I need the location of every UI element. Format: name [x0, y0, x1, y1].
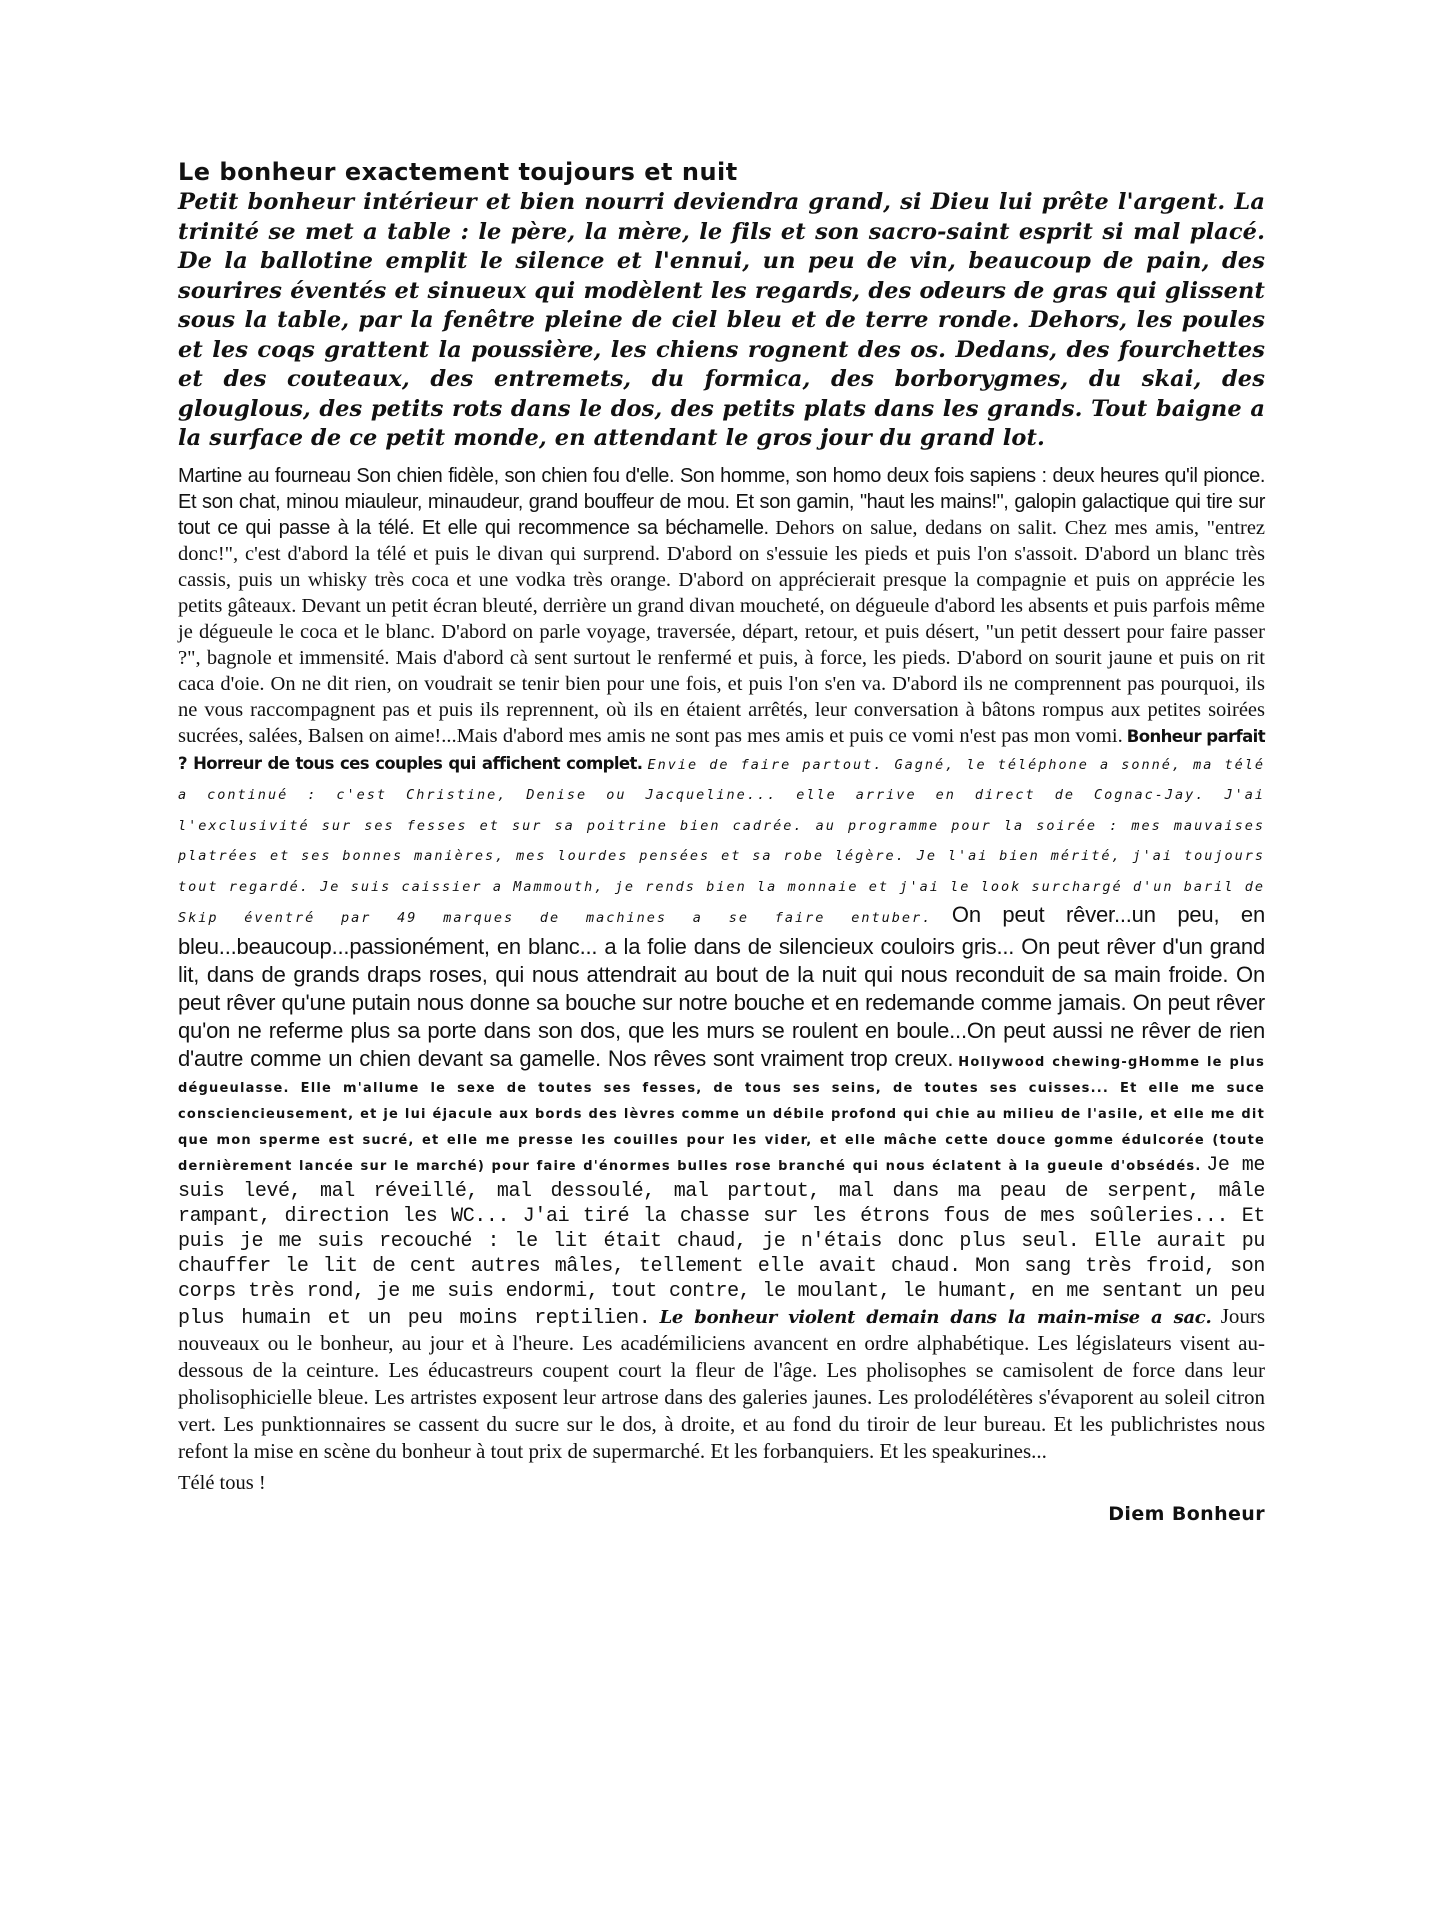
text-martine-au-fourneau: Martine au fourneau Son chien fidèle, son chien fou d'elle. Son homme, son homo deux fois sapiens : deux heures qu'il pionce. Et son chat, minou miauleur, minaudeur, grand bouffeur de mou. Et son gamin, "haut les mains!", galopin galactique qui tire sur tout ce qui passe à la télé. Et elle qui recommence sa béchamelle.	[178, 464, 1265, 539]
text-bonheur-violent: Le bonheur violent demain dans la main-mise a sac.	[659, 1306, 1212, 1328]
paragraph-mixed-styles	[178, 464, 1265, 1466]
signature: Diem Bonheur	[1108, 1502, 1265, 1525]
text-chez-mes-amis: Dehors on salue, dedans on salit. Chez mes amis, "entrez donc!", c'est d'abord la télé et puis le divan qui surprend. D'abord on s'essuie les pieds et puis l'on s'assoit. D'abord un blanc très cassis, puis un whisky très coca et une vodka très orange. D'abord on apprécierait presque la compagnie et puis on apprécie les petits gâteaux. Devant un petit écran bleuté, derrière un grand divan moucheté, on dégueule d'abord les absents et puis parfois même je dégueule le coca et le blanc. D'abord on parle voyage, traversée, départ, retour, et puis désert, "un petit dessert pour faire passer ?", bagnole et immensité. Mais d'abord cà sent surtout le renfermé et puis, à force, les pieds. D'abord on sourit jaune et puis on rit caca d'oie. On ne dit rien, on voudrait se tenir bien pour une fois, et puis l'on s'en va. D'abord ils ne comprennent pas pourquoi, ils ne vous raccompagnent pas et puis ils reprennent, où ils en étaient arrêtés, leur conversation à bâtons rompus aux petites soirées sucrées, salées, Balsen on aime!...Mais d'abord mes amis ne sont pas mes amis et puis ce vomi n'est pas mon vomi.	[178, 516, 1266, 747]
text-je-me-suis-leve: Je me suis levé, mal réveillé, mal dessoulé, mal partout, mal dans ma peau de serpent, mâle rampant, direction les WC... J'ai tiré la chasse sur les étrons fous de mes soûleries... Et puis je me suis recouché : le lit était chaud, je n'étais donc plus seul. Elle aurait pu chauffer le lit de cent autres mâles, tellement elle avait chaud. Mon sang très froid, son corps très rond, je me suis endormi, tout contre, le moulant, le humant, en me sentant un peu plus humain et un peu moins reptilien.	[178, 1153, 1266, 1330]
closing-line: Télé tous !	[178, 1471, 266, 1494]
text-on-peut-rever: On peut rêver...un peu, en bleu...beaucoup...passionément, en blanc... a la folie dans de silencieux couloirs gris... On peut rêver d'un grand lit, dans de grands draps roses, qui nous attendrait au bout de la nuit qui nous reconduit de sa main froide. On peut rêver qu'une putain nous donne sa bouche sur notre bouche et en redemande comme jamais. On peut rêver qu'on ne referme plus sa porte dans son dos, que les murs se roulent en boule...On peut aussi ne rêver de rien d'autre comme un chien devant sa gamelle. Nos rêves sont vraiment trop creux.	[178, 902, 1266, 1071]
text-envie-de-faire-partout: Envie de faire partout. Gagné, le téléphone a sonné, ma télé a continué : c'est Christine, Denise ou Jacqueline... elle arrive en direct de Cognac-Jay. J'ai l'exclusivité sur ses fesses et sur sa poitrine bien cadrée. au programme pour la soirée : mes mauvaises platrées et ses bonnes manières, mes lourdes pensées et sa robe légère. Je l'ai bien mérité, j'ai toujours tout regardé. Je suis caissier a Mammouth, je rends bien la monnaie et j'ai le look surchargé d'un baril de Skip éventré par 49 marques de machines a se faire entuber.	[178, 756, 1266, 926]
text-bonheur-parfait: Bonheur parfait ? Horreur de tous ces couples qui affichent complet.	[178, 726, 1266, 773]
document-title: Le bonheur exactement toujours et nuit	[178, 158, 738, 186]
text-hollywood-chewing-gum: Hollywood chewing-gHomme le plus dégueulasse. Elle m'allume le sexe de toutes ses fesses, de tous ses seins, de toutes ses cuisses... Et elle me suce consciencieusement, et je lui éjacule aux bords des lèvres comme un débile profond qui chie au milieu de l'asile, et elle me dit que mon sperme est sucré, et elle me presse les couilles pour les vider, et elle mâche cette douce gomme édulcorée (toute dernièrement lancée sur le marché) pour faire d'énormes bulles rose branché qui nous éclatent à la gueule d'obsédés.	[178, 1054, 1266, 1174]
paragraph-family-table: Petit bonheur intérieur et bien nourri deviendra grand, si Dieu lui prête l'argent. La trinité se met a table : le père, la mère, le fils et son sacro-saint esprit si mal placé. De la ballotine emplit le silence et l'ennui, un peu de vin, beaucoup de pain, des sourires éventés et sinueux qui modèlent les regards, des odeurs de gras qui glissent sous la table, par la fenêtre pleine de ciel bleu et de terre ronde. Dehors, les poules et les coqs grattent la poussière, les chiens rognent des os. Dedans, des fourchettes et des couteaux, des entremets, du formica, des borborygmes, du skai, des glouglous, des petits rots dans le dos, des petits plats dans les grands. Tout baigne a la surface de ce petit monde, en attendant le gros jour du grand lot.	[178, 189, 1265, 451]
text-jours-nouveaux: Jours nouveaux ou le bonheur, au jour et à l'heure. Les académiliciens avancent en ordre alphabétique. Les législateurs visent au-dessous de la ceinture. Les éducastreurs coupent court la fleur de l'âge. Les pholisophes se camisolent de force dans leur pholisophicielle bleue. Les artristes exposent leur artrose dans des galeries jaunes. Les prolodélétères s'évaporent au soleil citron vert. Les punktionnaires se cassent du sucre sur le dos, à droite, et au fond du tiroir de leur bureau. Et les publichristes nous refont la mise en scène du bonheur à tout prix de supermarché. Et les forbanquiers. Et les speakurines...	[178, 1303, 1266, 1463]
